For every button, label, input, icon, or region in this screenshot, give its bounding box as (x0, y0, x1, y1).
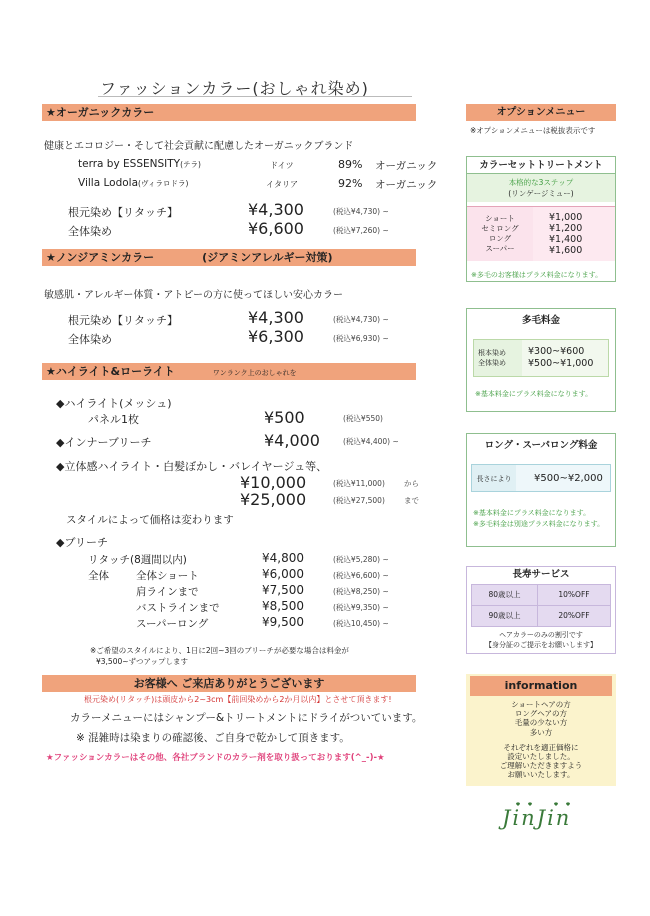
bleach-row-2-price: ¥6,000 (262, 567, 304, 581)
nonjia-price-2-label: 全体染め (68, 333, 112, 346)
senior-panel (466, 566, 616, 654)
bleach-row-3-tax: (税込¥8,250) ~ (333, 587, 389, 596)
customer-line-4: ★ファッションカラーはその他、各社ブランドのカラー剤を取り扱っております(^_-)-★ (46, 753, 385, 763)
rittai-tax-1: (税込¥11,000) (333, 479, 385, 488)
inner-bleach-tax: (税込¥4,400) ~ (343, 437, 399, 446)
customer-line-1: 根元染め(リタッチ)は頭皮から2~3cm【前回染めから2か月以内】とさせて頂きます! (84, 695, 392, 704)
organic-price-1: ¥4,300 (248, 200, 304, 219)
brand-2-name-text: Villa Lodola (78, 177, 139, 189)
organic-header (42, 104, 416, 121)
info-header: information (470, 676, 612, 696)
jinjin-logo (498, 800, 588, 834)
organic-price-2-label: 全体染め (68, 225, 112, 238)
bleach-row-1-price: ¥4,800 (262, 551, 304, 565)
treatment-label-1: ショート (485, 214, 515, 223)
panel-tax: (税込¥550) (343, 414, 383, 423)
nonjia-header-label: ★ノンジアミンカラー (46, 251, 155, 264)
rittai-price-1: ¥10,000 (240, 473, 307, 492)
senior-ages (472, 585, 538, 626)
rittai-price-2: ¥25,000 (240, 490, 307, 509)
treatment-prices (533, 207, 615, 261)
brand-2-kana: (ヴィラロドラ) (138, 179, 189, 188)
bleach-row-5-price: ¥9,500 (262, 615, 304, 629)
treatment-label-2: セミロング (481, 224, 519, 233)
senior-age-1: 80歳以上 (488, 590, 521, 599)
inner-bleach-price: ¥4,000 (264, 431, 320, 450)
senior-note-1: ヘアカラーのみの割引です (499, 631, 583, 639)
bleach-row-2-a: 全体 (88, 570, 109, 582)
highlight-note: ワンランク上のおしゃれを (212, 369, 297, 377)
treatment-label-3: ロング (488, 234, 512, 243)
title-underline (98, 96, 412, 97)
brand-1-name-text: terra by ESSENSITY (78, 158, 181, 170)
rittai-to: まで (404, 496, 419, 505)
highlight-header (42, 363, 416, 380)
bleach-row-4-b: バストラインまで (136, 602, 220, 614)
organic-price-1-label: 根元染め【リタッチ】 (68, 206, 178, 219)
brand-2-country: イタリア (266, 180, 298, 189)
bleach-row-4-price: ¥8,500 (262, 599, 304, 613)
treatment-note: ※多毛のお客様はプラス料金になります。 (471, 271, 603, 279)
long-note-1: ※基本料金にプラス料金になります。 (473, 509, 591, 517)
organic-price-2: ¥6,600 (248, 219, 304, 238)
tamo-label-2: 全体染め (478, 359, 506, 367)
info-body (466, 696, 616, 780)
bleach-note-2: ¥3,500~ずつアップします (96, 657, 189, 666)
tamo-price-2: ¥500~¥1,000 (528, 358, 594, 369)
tamo-label-1: 根本染め (478, 349, 506, 357)
senior-header: 長寿サービス (512, 569, 570, 580)
nonjia-price-2-tax: (税込¥6,930) ~ (333, 334, 389, 343)
organic-price-1-tax: (税込¥4,730) ~ (333, 207, 389, 216)
long-note-2: ※多毛料金は別途プラス料金になります。 (473, 520, 605, 528)
info-line-9: お願いいたします。 (507, 770, 575, 780)
info-line-2: ロングヘアの方 (514, 709, 568, 719)
treatment-header: カラーセットトリートメント (467, 157, 615, 174)
treatment-sub-2: (リンゲージミュー) (508, 189, 574, 198)
senior-off-1: 10%OFF (558, 590, 590, 599)
brand-1-name (78, 158, 201, 170)
style-note: スタイルによって価格は変わります (66, 514, 234, 526)
treatment-label-4: スーパー (485, 244, 515, 253)
brand-1-country: ドイツ (270, 161, 294, 170)
tamo-table (473, 339, 609, 377)
option-header: オプションメニュー (466, 104, 616, 121)
treatment-price-4: ¥1,600 (549, 245, 583, 256)
tamo-price-1: ¥300~¥600 (528, 346, 585, 357)
customer-header (42, 675, 416, 692)
info-line-7: 設定いたしました。 (507, 752, 575, 762)
bleach-note-1: ※ご希望のスタイルにより、1日に2回~3回のブリーチが必要な場合は料金が (90, 646, 349, 655)
customer-header-label: お客様へ ご来店ありがとうございます (133, 677, 325, 690)
treatment-labels (467, 207, 533, 261)
treatment-price-2: ¥1,200 (549, 223, 583, 234)
long-panel (466, 433, 616, 547)
treatment-price-1: ¥1,000 (549, 212, 583, 223)
option-note: ※オプションメニューは税抜表示です (470, 126, 596, 135)
long-header: ロング・スーパロング料金 (484, 440, 598, 451)
bleach-row-5-b: スーパーロング (136, 618, 209, 630)
info-line-1: ショートヘアの方 (511, 700, 571, 709)
organic-desc: 健康とエコロジー・そして社会貢献に配慮したオーガニックブランド (44, 141, 354, 152)
bleach-row-1-tax: (税込¥5,280) ~ (333, 555, 389, 564)
treatment-sub (467, 174, 615, 202)
bleach-row-4-tax: (税込¥9,350) ~ (333, 603, 389, 612)
brand-2-label: オーガニック (375, 179, 438, 191)
organic-header-label: ★オーガニックカラー (46, 106, 155, 119)
treatment-panel (466, 156, 616, 282)
bleach-row-3-b: 肩ラインまで (136, 586, 199, 598)
long-label: 長さにより (472, 465, 516, 491)
tamo-labels (474, 340, 522, 376)
senior-table (471, 584, 611, 627)
page-title: ファッションカラー(おしゃれ染め) (100, 79, 369, 98)
bleach-row-5-tax: (税込10,450) ~ (333, 619, 389, 628)
customer-line-3: ※ 混雑時は染まりの確認後、ご自身で乾かして頂きます。 (76, 732, 350, 744)
rittai-tax-2: (税込¥27,500) (333, 496, 385, 505)
nonjia-price-1-tax: (税込¥4,730) ~ (333, 315, 389, 324)
info-line-3: 毛量の少ない方 (514, 718, 568, 728)
senior-note-2: 【身分証のご提示をお願いします】 (485, 641, 597, 649)
panel-price: ¥500 (264, 408, 305, 427)
treatment-sub-1: 本格的な3ステップ (508, 178, 574, 187)
brand-2-pct: 92% (338, 177, 363, 190)
info-line-8: ご理解いただきますよう (499, 761, 583, 771)
rittai-from: から (404, 479, 419, 488)
organic-price-2-tax: (税込¥7,260) ~ (333, 226, 389, 235)
nonjia-header (42, 249, 416, 266)
nonjia-price-1-label: 根元染め【リタッチ】 (68, 314, 178, 327)
tamo-note: ※基本料金にプラス料金になります。 (475, 390, 593, 398)
brand-1-pct: 89% (338, 158, 363, 171)
nonjia-sub: (ジアミンアレルギー対策) (202, 251, 333, 264)
treatment-price-3: ¥1,400 (549, 234, 583, 245)
long-price: ¥500~¥2,000 (516, 465, 610, 491)
rittai-label: ◆立体感ハイライト・白髪ぼかし・バレイヤージュ等、 (56, 460, 328, 473)
nonjia-price-2: ¥6,300 (248, 327, 304, 346)
mesh-label: ◆ハイライト(メッシュ) (56, 397, 172, 410)
highlight-header-label: ★ハイライト&ローライト (46, 365, 175, 378)
inner-bleach-label: ◆インナーブリーチ (56, 436, 152, 449)
treatment-table (467, 206, 615, 261)
info-line-6: それぞれを適正価格に (503, 742, 579, 752)
brand-2-name (78, 177, 188, 189)
bleach-row-2-b: 全体ショート (136, 570, 199, 582)
senior-age-2: 90歳以上 (472, 605, 537, 626)
tamo-header: 多毛料金 (521, 315, 560, 326)
bleach-row-2-tax: (税込¥6,600) ~ (333, 571, 389, 580)
tamo-panel (466, 308, 616, 412)
brand-1-kana: (テラ) (180, 160, 201, 169)
customer-line-2: カラーメニューにはシャンプー&トリートメントにドライがついています。 (70, 712, 423, 724)
panel-label: パネル1枚 (88, 413, 139, 426)
info-line-4: 多い方 (529, 727, 553, 737)
bleach-row-3-price: ¥7,500 (262, 583, 304, 597)
brand-1-label: オーガニック (375, 160, 438, 172)
nonjia-desc: 敏感肌・アレルギー体質・アトピーの方に使ってほしい安心カラー (44, 290, 343, 301)
info-panel (466, 674, 616, 786)
bleach-row-1-a: リタッチ(8週間以内) (88, 554, 187, 566)
tamo-prices (522, 340, 608, 376)
logo-text: JinJin (502, 806, 572, 830)
senior-offs (538, 585, 610, 626)
long-table (471, 464, 611, 492)
bleach-label: ◆ブリーチ (56, 536, 109, 549)
senior-off-2: 20%OFF (538, 605, 610, 626)
nonjia-price-1: ¥4,300 (248, 308, 304, 327)
